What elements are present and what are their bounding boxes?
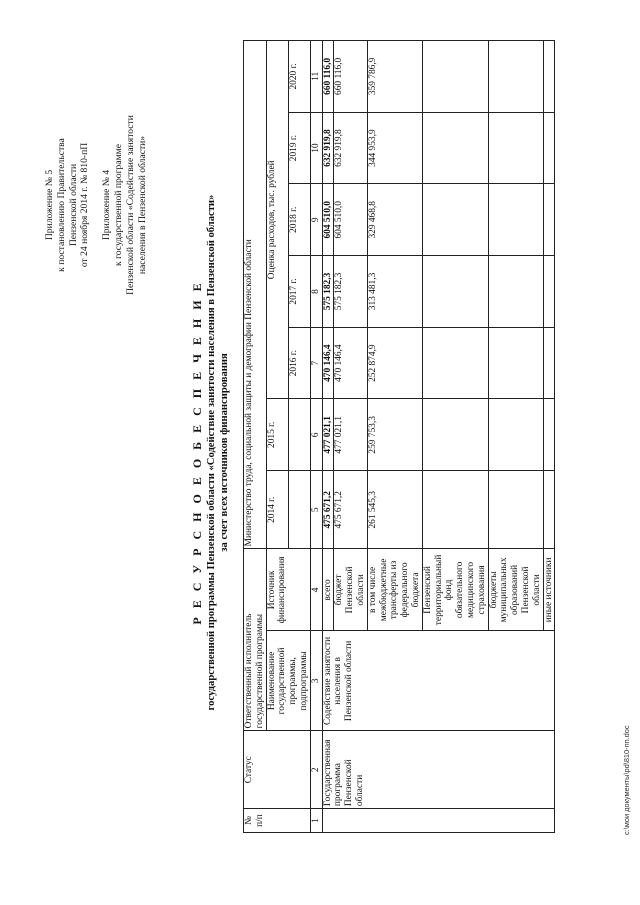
appendix-line: к постановлению Правительства (55, 138, 67, 272)
header-year: 2020 г. (288, 41, 310, 113)
header-year: 2015 г. (266, 399, 288, 471)
table-row (266, 41, 288, 833)
source-label: всего (322, 549, 334, 631)
program-status: Государственная программа Пензенской области (322, 731, 555, 809)
source-label: иные источники (543, 549, 555, 631)
value-cell (488, 399, 543, 471)
column-number: 8 (310, 256, 322, 328)
value-cell: 259 753,3 (367, 399, 422, 471)
value-cell (422, 184, 488, 256)
appendix-line: Приложение № 5 (44, 169, 55, 241)
value-cell: 660 116,0 (322, 41, 334, 113)
column-number: 9 (310, 184, 322, 256)
value-cell (488, 471, 543, 549)
value-cell: 477 021,1 (334, 399, 367, 471)
column-number: 11 (310, 41, 322, 113)
file-path-footer: c:\мои документы\pd\810-пп.doc (622, 725, 631, 835)
value-cell (543, 184, 555, 256)
value-cell (543, 256, 555, 328)
appendix-block (44, 95, 148, 315)
value-cell: 475 671,2 (334, 471, 367, 549)
value-cell: 329 468,8 (367, 184, 422, 256)
column-number: 3 (310, 631, 322, 731)
value-cell: 604 510,0 (322, 184, 334, 256)
header-year: 2019 г. (288, 112, 310, 184)
value-cell (422, 256, 488, 328)
source-label: Пензенский территориальный фонд обязательного медицинского страхования (422, 549, 488, 631)
source-label: бюджеты муниципальных образований Пензенской области (488, 549, 543, 631)
value-cell: 477 021,1 (322, 399, 334, 471)
value-cell: 575 182,3 (334, 256, 367, 328)
document-header (190, 0, 231, 905)
table-row (322, 41, 334, 833)
value-cell: 575 182,3 (322, 256, 334, 328)
value-cell (488, 112, 543, 184)
header-responsible: Ответственный исполнитель государственной программы (244, 549, 267, 731)
value-cell (488, 41, 543, 113)
header-status: Статус (244, 731, 311, 809)
appendix-line: Пензенской области (67, 163, 79, 247)
column-number: 7 (310, 327, 322, 399)
value-cell (543, 112, 555, 184)
program-name: Содействие занятости населения в Пензенской области (322, 631, 555, 731)
value-cell: 344 953,9 (367, 112, 422, 184)
column-number: 5 (310, 471, 322, 549)
column-number: 6 (310, 399, 322, 471)
value-cell (422, 399, 488, 471)
value-cell (422, 112, 488, 184)
value-cell (543, 399, 555, 471)
header-year: 2017 г. (288, 256, 310, 328)
value-cell: 313 481,3 (367, 256, 422, 328)
column-number: 10 (310, 112, 322, 184)
value-cell: 475 671,2 (322, 471, 334, 549)
table-row (310, 41, 322, 833)
document-title: Р Е С У Р С Н О Е О Б Е С П Е Ч Е Н И Е (190, 280, 204, 625)
appendix-line: к государственной программе (112, 144, 124, 266)
header-num: № п/п (244, 809, 311, 833)
header-year: 2018 г. (288, 184, 310, 256)
value-cell (488, 256, 543, 328)
header-source: Источник финансирования (266, 549, 310, 631)
appendix-line: населения в Пензенской области» (136, 135, 148, 275)
value-cell (422, 41, 488, 113)
document-subtitle: государственной программы Пензенской области «Содействие занятости населения в Пензенской области» (206, 194, 217, 711)
header-ministry: Министерство труда, социальной защиты и демографии Пензенской области (244, 41, 267, 549)
value-cell: 632 919,8 (322, 112, 334, 184)
value-cell: 252 874,9 (367, 327, 422, 399)
value-cell (422, 327, 488, 399)
header-name: Наименование государственной программы, подпрограммы (266, 631, 310, 731)
table-row (244, 41, 267, 833)
appendix-line: Пензенской области «Содействие занятости (124, 115, 136, 295)
value-cell (543, 41, 555, 113)
value-cell (543, 471, 555, 549)
header-estimate: Оценка расходов, тыс. рублей (266, 41, 288, 400)
appendix-line: от 24 ноября 2014 г. № 810-пП (79, 142, 91, 268)
value-cell: 470 146,4 (322, 327, 334, 399)
value-cell: 359 786,9 (367, 41, 422, 113)
column-number: 4 (310, 549, 322, 631)
value-cell (488, 184, 543, 256)
resource-table (243, 40, 555, 833)
source-label: в том числе межбюджетные трансферты из федерального бюджета (367, 549, 422, 631)
column-number: 2 (310, 731, 322, 809)
value-cell: 604 510,0 (334, 184, 367, 256)
column-number: 1 (310, 809, 322, 833)
appendix-line: Приложение № 4 (101, 169, 113, 241)
value-cell: 632 919,8 (334, 112, 367, 184)
value-cell (422, 471, 488, 549)
value-cell: 470 146,4 (334, 327, 367, 399)
header-year: 2016 г. (288, 327, 310, 399)
value-cell: 261 545,3 (367, 471, 422, 549)
value-cell (488, 327, 543, 399)
document-subtitle-2: за счет всех источников финансирования (219, 353, 230, 552)
value-cell: 660 116,0 (334, 41, 367, 113)
header-year: 2014 г. (266, 471, 288, 549)
value-cell (543, 327, 555, 399)
source-label: бюджет Пензенской области (334, 549, 367, 631)
